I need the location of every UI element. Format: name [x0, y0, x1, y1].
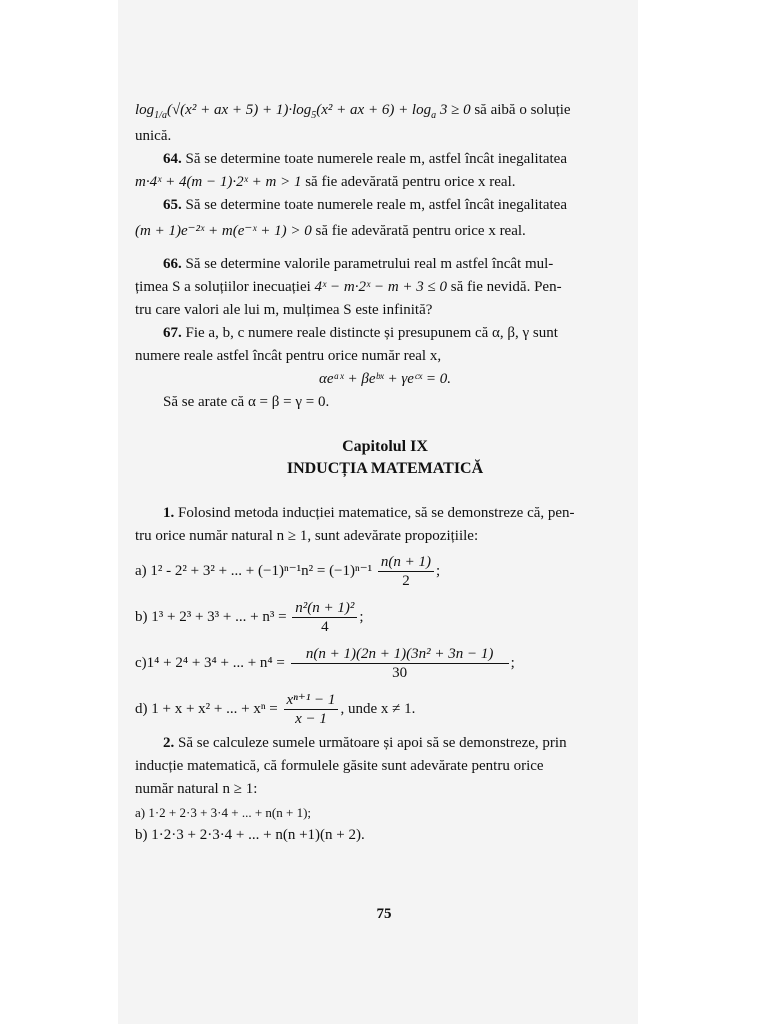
problem-66-number: 66.	[163, 256, 182, 272]
problem-1-number: 1.	[163, 505, 175, 521]
problem-1-line1: 1. Folosind metoda inducției matematice, să se demonstreze că, pen-	[163, 505, 575, 521]
formula-b-fraction: $\frac{\text{n²(n + 1)²}}{4}$	[292, 599, 357, 636]
formula-c-fraction: $\frac{\text{n(n + 1)(2n + 1)(3n² + 3n − 1)}}{30}$	[291, 645, 509, 682]
formula-a-fraction: $\frac{n(n + 1)}{2}$	[378, 553, 434, 590]
formula-b: b) 1³ + 2³ + 3³ + ... + n³ = $\frac{\text{n²(n + 1)²}}{4}$ ;	[135, 600, 364, 636]
log-line-tail: să aibă o soluție	[470, 102, 571, 118]
log-line-end: unică.	[135, 128, 172, 144]
problem-64-number: 64.	[163, 151, 182, 167]
problem-67-number: 67.	[163, 325, 182, 341]
problem-2-line3: număr natural n ≥ 1:	[135, 781, 258, 797]
problem-1-line2: tru orice număr natural n ≥ 1, sunt adevărate propozițiile:	[135, 528, 479, 544]
problem-64-line1: 64. Să se determine toate numerele reale m, astfel încât inegalitatea	[163, 151, 567, 167]
chapter-label: Capitolul IX	[342, 438, 428, 455]
problem-2-item-a: a) 1·2 + 2·3 + 3·4 + ... + n(n + 1);	[135, 805, 312, 820]
problem-66-line2: țimea S a soluțiilor inecuației 4ˣ − m·2ˣ − m + 3 ≤ 0 să fie nevidă. Pen-	[135, 279, 562, 295]
problem-65-number: 65.	[163, 197, 182, 213]
problem-67-line1: 67. Fie a, b, c numere reale distincte și presupunem că α, β, γ sunt	[163, 325, 558, 341]
problem-64-line2: m·4ˣ + 4(m − 1)·2ˣ + m > 1 să fie adevărată pentru orice x real.	[135, 174, 516, 190]
problem-66-line3: tru care valori ale lui m, mulțimea S este infinită?	[135, 302, 433, 318]
problem-65-line2: (m + 1)e⁻²ˣ + m(e⁻ˣ + 1) > 0 să fie adevărată pentru orice x real.	[135, 223, 526, 239]
problem-2-item-b: b) 1·2·3 + 2·3·4 + ... + n(n +1)(n + 2).	[135, 827, 365, 843]
problem-67-line3: Să se arate că α = β = γ = 0.	[163, 394, 330, 410]
formula-d: d) 1 + x + x² + ... + xⁿ = $\frac{\text{xⁿ⁺¹ − 1}}{x - 1}$ , unde x ≠ 1.	[135, 692, 416, 728]
page-content	[135, 95, 635, 847]
problem-67-equation: αeᵃˣ + βeᵇˣ + γeᶜˣ = 0.	[319, 371, 451, 387]
formula-c: c)1⁴ + 2⁴ + 3⁴ + ... + n⁴ = $\frac{\text{n(n + 1)(2n + 1)(3n² + 3n − 1)}}{30}$ ;	[135, 646, 515, 682]
problem-2-line1: 2. Să se calculeze sumele următoare și apoi să se demonstreze, prin	[163, 735, 567, 751]
problem-67-line2: numere reale astfel încât pentru orice număr real x,	[135, 348, 442, 364]
formula-a: a) 1² - 2² + 3² + ... + (−1)ⁿ⁻¹n² = (−1)ⁿ⁻¹ $\frac{n(n + 1)}{2}$ ;	[135, 554, 441, 590]
problem-66-line1: 66. Să se determine valorile parametrului real m astfel încât mul-	[163, 256, 554, 272]
problem-2-line2: inducție matematică, că formulele găsite sunt adevărate pentru orice	[135, 758, 544, 774]
problem-2-number: 2.	[163, 735, 175, 751]
log-inequality-line: $\log_{1/a}(√(x^2$ + ax + $5) + 1)\cdot\log_5(x^2$ + ax + $6) + \log_a 3 \ge 0$ să aibă o soluție	[135, 102, 571, 121]
problem-65-line1: 65. Să se determine toate numerele reale m, astfel încât inegalitatea	[163, 197, 567, 213]
formula-d-fraction: $\frac{\text{xⁿ⁺¹ − 1}}{x - 1}$	[284, 691, 339, 728]
chapter-title: INDUCȚIA MATEMATICĂ	[286, 460, 484, 477]
page-number: 75	[376, 906, 392, 922]
